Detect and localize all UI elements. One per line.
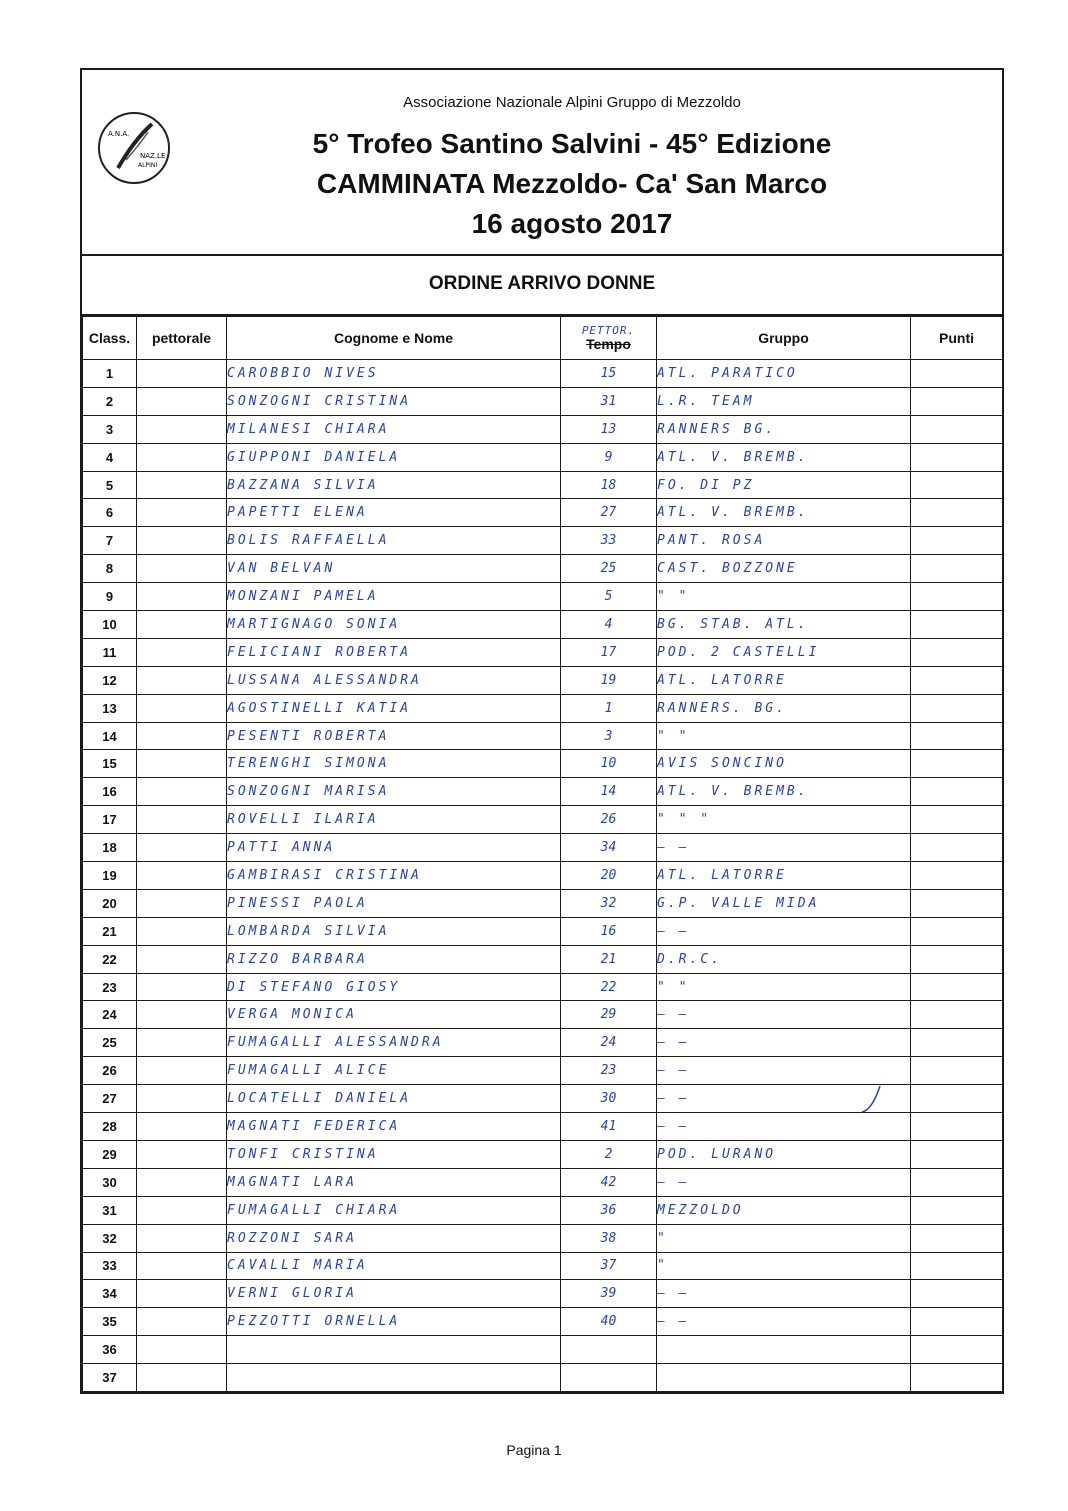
cell-group: POD. LURANO <box>657 1140 911 1168</box>
cell-group: PANT. ROSA <box>657 527 911 555</box>
cell-number <box>561 1364 657 1392</box>
cell-class: 22 <box>83 945 137 973</box>
cell-class: 2 <box>83 387 137 415</box>
cell-class: 36 <box>83 1336 137 1364</box>
cell-pettorale <box>137 722 227 750</box>
cell-points <box>911 973 1003 1001</box>
cell-group: — — <box>657 1001 911 1029</box>
cell-name: MARTIGNAGO SONIA <box>227 611 561 639</box>
cell-number: 41 <box>561 1113 657 1141</box>
cell-points <box>911 722 1003 750</box>
cell-points <box>911 694 1003 722</box>
table-row <box>83 1168 1003 1196</box>
table-row <box>83 1336 1003 1364</box>
cell-points <box>911 1280 1003 1308</box>
cell-points <box>911 666 1003 694</box>
cell-class: 24 <box>83 1001 137 1029</box>
cell-name: LOCATELLI DANIELA <box>227 1085 561 1113</box>
cell-pettorale <box>137 415 227 443</box>
cell-name: PEZZOTTI ORNELLA <box>227 1308 561 1336</box>
col-tempo <box>561 317 657 360</box>
cell-number: 13 <box>561 415 657 443</box>
cell-group: G.P. VALLE MIDA <box>657 889 911 917</box>
table-row <box>83 499 1003 527</box>
cell-name: SONZOGNI MARISA <box>227 778 561 806</box>
cell-number: 19 <box>561 666 657 694</box>
table-row <box>83 917 1003 945</box>
cell-group: AVIS SONCINO <box>657 750 911 778</box>
cell-name: LOMBARDA SILVIA <box>227 917 561 945</box>
cell-number: 31 <box>561 387 657 415</box>
cell-name: PESENTI ROBERTA <box>227 722 561 750</box>
cell-pettorale <box>137 1168 227 1196</box>
cell-points <box>911 778 1003 806</box>
cell-pettorale <box>137 1140 227 1168</box>
cell-pettorale <box>137 471 227 499</box>
cell-pettorale <box>137 1280 227 1308</box>
cell-class: 28 <box>83 1113 137 1141</box>
cell-number: 42 <box>561 1168 657 1196</box>
table-row <box>83 862 1003 890</box>
association-name: Associazione Nazionale Alpini Gruppo di Mezzoldo <box>403 94 741 111</box>
table-row <box>83 443 1003 471</box>
cell-class: 11 <box>83 638 137 666</box>
results-sheet <box>80 68 1004 1394</box>
cell-class: 19 <box>83 862 137 890</box>
cell-class: 25 <box>83 1029 137 1057</box>
col-punti: Punti <box>911 317 1003 360</box>
cell-pettorale <box>137 443 227 471</box>
cell-group: ATL. LATORRE <box>657 666 911 694</box>
cell-group: ATL. V. BREMB. <box>657 778 911 806</box>
table-row <box>83 722 1003 750</box>
cell-pettorale <box>137 862 227 890</box>
cell-group: — — <box>657 1308 911 1336</box>
cell-class: 17 <box>83 806 137 834</box>
page-number: Pagina 1 <box>506 1442 562 1458</box>
logo-text-top: A.N.A. <box>108 130 130 138</box>
cell-group: — — <box>657 834 911 862</box>
cell-class: 32 <box>83 1224 137 1252</box>
cell-name: CAVALLI MARIA <box>227 1252 561 1280</box>
cell-points <box>911 638 1003 666</box>
cell-name: TERENGHI SIMONA <box>227 750 561 778</box>
table-row <box>83 611 1003 639</box>
cell-points <box>911 583 1003 611</box>
cell-pettorale <box>137 583 227 611</box>
table-row <box>83 583 1003 611</box>
cell-class: 13 <box>83 694 137 722</box>
cell-class: 3 <box>83 415 137 443</box>
cell-points <box>911 889 1003 917</box>
table-row <box>83 555 1003 583</box>
cell-group: ATL. V. BREMB. <box>657 499 911 527</box>
table-row <box>83 1252 1003 1280</box>
logo-text-bottom: ALPINI <box>138 162 158 169</box>
cell-pettorale <box>137 1196 227 1224</box>
cell-class: 21 <box>83 917 137 945</box>
table-row <box>83 1001 1003 1029</box>
cell-number: 39 <box>561 1280 657 1308</box>
cell-points <box>911 1168 1003 1196</box>
cell-group: — — <box>657 1168 911 1196</box>
cell-number: 29 <box>561 1001 657 1029</box>
cell-group: " " <box>657 973 911 1001</box>
cell-points <box>911 806 1003 834</box>
cell-points <box>911 499 1003 527</box>
cell-number: 4 <box>561 611 657 639</box>
cell-number: 33 <box>561 527 657 555</box>
col-name: Cognome e Nome <box>227 317 561 360</box>
cell-points <box>911 1085 1003 1113</box>
cell-group: L.R. TEAM <box>657 387 911 415</box>
table-row <box>83 778 1003 806</box>
cell-pettorale <box>137 1252 227 1280</box>
cell-group: — — <box>657 1085 911 1113</box>
cell-name: BOLIS RAFFAELLA <box>227 527 561 555</box>
cell-class: 37 <box>83 1364 137 1392</box>
cell-name: PAPETTI ELENA <box>227 499 561 527</box>
cell-points <box>911 1308 1003 1336</box>
cell-name: AGOSTINELLI KATIA <box>227 694 561 722</box>
cell-points <box>911 387 1003 415</box>
cell-number: 25 <box>561 555 657 583</box>
col-class: Class. <box>83 317 137 360</box>
cell-points <box>911 750 1003 778</box>
cell-points <box>911 555 1003 583</box>
cell-group: RANNERS BG. <box>657 415 911 443</box>
cell-number <box>561 1336 657 1364</box>
cell-points <box>911 1113 1003 1141</box>
cell-pettorale <box>137 555 227 583</box>
cell-number: 22 <box>561 973 657 1001</box>
cell-points <box>911 834 1003 862</box>
cell-name: ROVELLI ILARIA <box>227 806 561 834</box>
cell-name <box>227 1364 561 1392</box>
table-row <box>83 750 1003 778</box>
cell-class: 9 <box>83 583 137 611</box>
cell-class: 26 <box>83 1057 137 1085</box>
cell-class: 8 <box>83 555 137 583</box>
cell-group: — — <box>657 1280 911 1308</box>
cell-points <box>911 471 1003 499</box>
cell-name: FUMAGALLI ALESSANDRA <box>227 1029 561 1057</box>
handwritten-tick-mark <box>858 1080 888 1120</box>
cell-number: 2 <box>561 1140 657 1168</box>
cell-points <box>911 1364 1003 1392</box>
table-row <box>83 1224 1003 1252</box>
cell-pettorale <box>137 694 227 722</box>
table-row <box>83 1140 1003 1168</box>
cell-points <box>911 862 1003 890</box>
cell-class: 5 <box>83 471 137 499</box>
cell-number: 1 <box>561 694 657 722</box>
cell-name: DI STEFANO GIOSY <box>227 973 561 1001</box>
cell-number: 24 <box>561 1029 657 1057</box>
cell-group: " <box>657 1252 911 1280</box>
cell-name: VAN BELVAN <box>227 555 561 583</box>
table-row <box>83 973 1003 1001</box>
cell-name: BAZZANA SILVIA <box>227 471 561 499</box>
cell-class: 34 <box>83 1280 137 1308</box>
cell-number: 40 <box>561 1308 657 1336</box>
cell-pettorale <box>137 611 227 639</box>
cell-number: 23 <box>561 1057 657 1085</box>
table-row <box>83 666 1003 694</box>
cell-class: 29 <box>83 1140 137 1168</box>
cell-name: MONZANI PAMELA <box>227 583 561 611</box>
cell-class: 12 <box>83 666 137 694</box>
cell-name: TONFI CRISTINA <box>227 1140 561 1168</box>
event-title: 5° Trofeo Santino Salvini - 45° Edizione <box>312 128 832 159</box>
cell-name: RIZZO BARBARA <box>227 945 561 973</box>
cell-number: 15 <box>561 360 657 388</box>
cell-number: 18 <box>561 471 657 499</box>
cell-class: 7 <box>83 527 137 555</box>
cell-number: 37 <box>561 1252 657 1280</box>
table-row <box>83 806 1003 834</box>
table-row <box>83 1196 1003 1224</box>
cell-group: ATL. LATORRE <box>657 862 911 890</box>
cell-pettorale <box>137 1336 227 1364</box>
cell-number: 16 <box>561 917 657 945</box>
cell-name: VERNI GLORIA <box>227 1280 561 1308</box>
cell-group: — — <box>657 1029 911 1057</box>
cell-pettorale <box>137 1029 227 1057</box>
cell-points <box>911 1001 1003 1029</box>
cell-group: " <box>657 1224 911 1252</box>
cell-name: VERGA MONICA <box>227 1001 561 1029</box>
cell-points <box>911 527 1003 555</box>
cell-number: 14 <box>561 778 657 806</box>
table-row <box>83 1280 1003 1308</box>
cell-group: — — <box>657 1113 911 1141</box>
cell-points <box>911 1029 1003 1057</box>
cell-group: BG. STAB. ATL. <box>657 611 911 639</box>
cell-number: 9 <box>561 443 657 471</box>
cell-points <box>911 945 1003 973</box>
table-row <box>83 360 1003 388</box>
col-tempo-handwritten: PETTOR. <box>581 324 636 337</box>
cell-pettorale <box>137 750 227 778</box>
cell-name: SONZOGNI CRISTINA <box>227 387 561 415</box>
table-row <box>83 527 1003 555</box>
cell-group: " " <box>657 722 911 750</box>
cell-number: 21 <box>561 945 657 973</box>
cell-name: CAROBBIO NIVES <box>227 360 561 388</box>
table-row <box>83 1364 1003 1392</box>
cell-pettorale <box>137 1057 227 1085</box>
cell-group: POD. 2 CASTELLI <box>657 638 911 666</box>
col-pettorale: pettorale <box>137 317 227 360</box>
cell-points <box>911 443 1003 471</box>
cell-group: — — <box>657 1057 911 1085</box>
cell-group: " " " <box>657 806 911 834</box>
cell-number: 5 <box>561 583 657 611</box>
cell-number: 34 <box>561 834 657 862</box>
cell-class: 27 <box>83 1085 137 1113</box>
cell-class: 15 <box>83 750 137 778</box>
cell-name: FELICIANI ROBERTA <box>227 638 561 666</box>
document-header <box>82 70 1002 256</box>
cell-number: 38 <box>561 1224 657 1252</box>
cell-pettorale <box>137 945 227 973</box>
table-row <box>83 834 1003 862</box>
cell-class: 20 <box>83 889 137 917</box>
cell-class: 18 <box>83 834 137 862</box>
section-title: ORDINE ARRIVO DONNE <box>82 254 1002 316</box>
cell-number: 17 <box>561 638 657 666</box>
cell-points <box>911 1196 1003 1224</box>
table-row <box>83 638 1003 666</box>
logo-text-right: NAZ.LE <box>140 152 166 160</box>
cell-pettorale <box>137 973 227 1001</box>
event-date: 16 agosto 2017 <box>471 208 673 239</box>
cell-pettorale <box>137 1113 227 1141</box>
cell-group <box>657 1364 911 1392</box>
table-row <box>83 387 1003 415</box>
cell-group: D.R.C. <box>657 945 911 973</box>
cell-class: 1 <box>83 360 137 388</box>
cell-class: 10 <box>83 611 137 639</box>
cell-name: PINESSI PAOLA <box>227 889 561 917</box>
cell-pettorale <box>137 387 227 415</box>
cell-pettorale <box>137 1308 227 1336</box>
cell-points <box>911 1336 1003 1364</box>
cell-pettorale <box>137 917 227 945</box>
cell-group: — — <box>657 917 911 945</box>
cell-number: 26 <box>561 806 657 834</box>
cell-pettorale <box>137 499 227 527</box>
cell-points <box>911 415 1003 443</box>
cell-name <box>227 1336 561 1364</box>
cell-number: 30 <box>561 1085 657 1113</box>
cell-group: RANNERS. BG. <box>657 694 911 722</box>
cell-pettorale <box>137 806 227 834</box>
table-row <box>83 471 1003 499</box>
cell-class: 4 <box>83 443 137 471</box>
cell-group: " " <box>657 583 911 611</box>
cell-class: 33 <box>83 1252 137 1280</box>
cell-name: MAGNATI FEDERICA <box>227 1113 561 1141</box>
cell-points <box>911 1224 1003 1252</box>
cell-pettorale <box>137 360 227 388</box>
results-body <box>83 360 1003 1392</box>
cell-group: ATL. PARATICO <box>657 360 911 388</box>
cell-class: 16 <box>83 778 137 806</box>
cell-name: GAMBIRASI CRISTINA <box>227 862 561 890</box>
cell-number: 27 <box>561 499 657 527</box>
cell-pettorale <box>137 889 227 917</box>
cell-number: 36 <box>561 1196 657 1224</box>
cell-pettorale <box>137 666 227 694</box>
cell-group: MEZZOLDO <box>657 1196 911 1224</box>
results-table <box>82 316 1003 1392</box>
cell-pettorale <box>137 778 227 806</box>
cell-points <box>911 917 1003 945</box>
cell-group: FO. DI PZ <box>657 471 911 499</box>
cell-name: GIUPPONI DANIELA <box>227 443 561 471</box>
cell-points <box>911 1057 1003 1085</box>
cell-class: 35 <box>83 1308 137 1336</box>
col-gruppo: Gruppo <box>657 317 911 360</box>
table-row <box>83 889 1003 917</box>
cell-name: FUMAGALLI ALICE <box>227 1057 561 1085</box>
cell-points <box>911 1252 1003 1280</box>
cell-pettorale <box>137 1085 227 1113</box>
cell-class: 31 <box>83 1196 137 1224</box>
cell-class: 23 <box>83 973 137 1001</box>
cell-pettorale <box>137 1364 227 1392</box>
table-row <box>83 1029 1003 1057</box>
cell-number: 10 <box>561 750 657 778</box>
event-subtitle: CAMMINATA Mezzoldo- Ca' San Marco <box>316 168 828 199</box>
cell-group: ATL. V. BREMB. <box>657 443 911 471</box>
table-row <box>83 945 1003 973</box>
cell-pettorale <box>137 527 227 555</box>
cell-group: CAST. BOZZONE <box>657 555 911 583</box>
cell-name: MILANESI CHIARA <box>227 415 561 443</box>
cell-name: LUSSANA ALESSANDRA <box>227 666 561 694</box>
table-header-row <box>83 317 1003 360</box>
cell-name: FUMAGALLI CHIARA <box>227 1196 561 1224</box>
cell-name: PATTI ANNA <box>227 834 561 862</box>
cell-number: 3 <box>561 722 657 750</box>
cell-number: 20 <box>561 862 657 890</box>
cell-points <box>911 611 1003 639</box>
cell-points <box>911 1140 1003 1168</box>
table-row <box>83 1308 1003 1336</box>
table-row <box>83 694 1003 722</box>
col-tempo-printed: Tempo <box>586 336 631 352</box>
cell-pettorale <box>137 1001 227 1029</box>
cell-number: 32 <box>561 889 657 917</box>
cell-pettorale <box>137 834 227 862</box>
cell-class: 14 <box>83 722 137 750</box>
cell-group <box>657 1336 911 1364</box>
cell-pettorale <box>137 1224 227 1252</box>
cell-points <box>911 360 1003 388</box>
cell-pettorale <box>137 638 227 666</box>
cell-class: 6 <box>83 499 137 527</box>
cell-name: ROZZONI SARA <box>227 1224 561 1252</box>
cell-class: 30 <box>83 1168 137 1196</box>
cell-name: MAGNATI LARA <box>227 1168 561 1196</box>
table-row <box>83 415 1003 443</box>
